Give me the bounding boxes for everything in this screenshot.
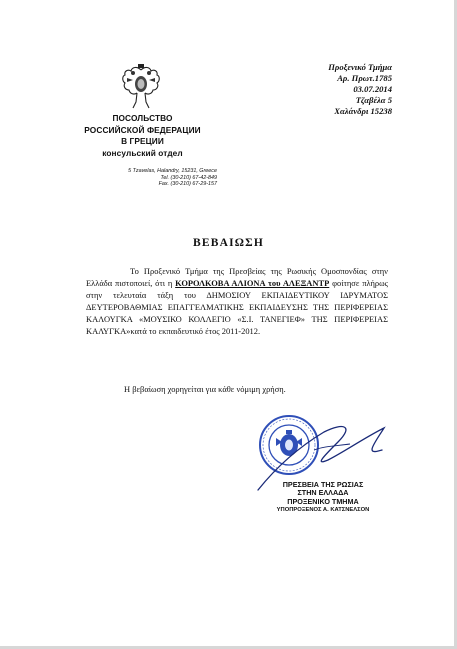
- org-line-1: ПОСОЛЬСТВО: [112, 113, 173, 123]
- org-line-2: РОССИЙСКОЙ ФЕДЕРАЦИИ: [84, 124, 201, 135]
- org-line-4: консульский отдел: [102, 147, 183, 158]
- document-title: ΒΕΒΑΙΩΣΗ: [192, 237, 265, 249]
- closing-statement: Η βεβαίωση χορηγείται για κάθε νόμιμη χρήση.: [124, 384, 286, 394]
- signatory-line-1: ΠΡΕΣΒΕΙΑ ΤΗΣ ΡΩΣΙΑΣ: [282, 480, 364, 489]
- reference-line-1: Προξενικό Τμήμα: [328, 62, 392, 72]
- body-text-part-2: φοίτησε πλήρως στην τελευταία τάξη του ΔΗΜΟΣΙΟΥ ΕΚΠΑΙΔΕΥΤΙΚΟΥ ΙΔΡΥΜΑΤΟΣ ΔΕΥΤΕΡΟΒΑΘΜΙΑΣ ΕΠΑΓΓΕΛΜΑΤΙΚΗΣ ΕΚΠΑΙΔΕΥΣΗΣ ΤΗΣ ΠΕΡΙΦΕΡΕΙΑΣ ΚΑΛΟΥΓΚΑ «ΜΟΥΣΙΚΟ ΚΟΛΛΕΓΙΟ «Σ.Ι. ΤΑΝΕΓΙΕΦ» ΤΗΣ ΠΕΡΙΦΕΡΕΙΑΣ ΚΑΛΥΓΚΑ»κατά το εκπαιδευτικό έτος 2011-2012.: [86, 278, 389, 337]
- embassy-name-block: [60, 113, 225, 159]
- signatory-line-4: ΥΠΟΠΡΟΞΕΝΟΣ Α. ΚΑΤΣΝΕΛΣΟΝ: [276, 506, 370, 513]
- certificate-body: [86, 265, 388, 338]
- reference-line-5: Χαλάνδρι 15238: [334, 106, 392, 117]
- address-line-3: Fax. (30-210) 67-29-157: [158, 181, 217, 188]
- body-text-part-1: Το Προξενικό Τμήμα της Πρεσβείας της Ρωσικής Ομοσπονδίας στην Ελλάδα πιστοποιεί, ότι η: [86, 266, 388, 289]
- signatory-line-3: ΠΡΟΞΕΝΙΚΟ ΤΜΗΜΑ: [287, 496, 359, 506]
- address-line-1: 5 Tzavelas, Halandry, 15231, Greece: [128, 168, 217, 174]
- address-line-2: Tel. (30-210) 67-42-849: [160, 174, 217, 181]
- student-name: ΚΟΡΟΛΚΟΒΑ ΑΛΙΟΝΑ του ΑΛΕΞΑΝΤΡ: [175, 278, 330, 289]
- reference-block: [292, 62, 392, 117]
- reference-line-2: Αρ. Πρωτ.1785: [337, 73, 392, 84]
- signatory-block: [268, 481, 378, 514]
- embassy-address-block: [82, 168, 217, 188]
- double-headed-eagle-emblem: [119, 62, 163, 112]
- org-line-3: В ГРЕЦИИ: [121, 136, 164, 146]
- reference-line-3: 03.07.2014: [353, 84, 392, 95]
- reference-line-4: Τζαβέλα 5: [355, 95, 392, 106]
- signatory-line-2: ΣΤΗΝ ΕΛΛΑΔΑ: [297, 488, 349, 498]
